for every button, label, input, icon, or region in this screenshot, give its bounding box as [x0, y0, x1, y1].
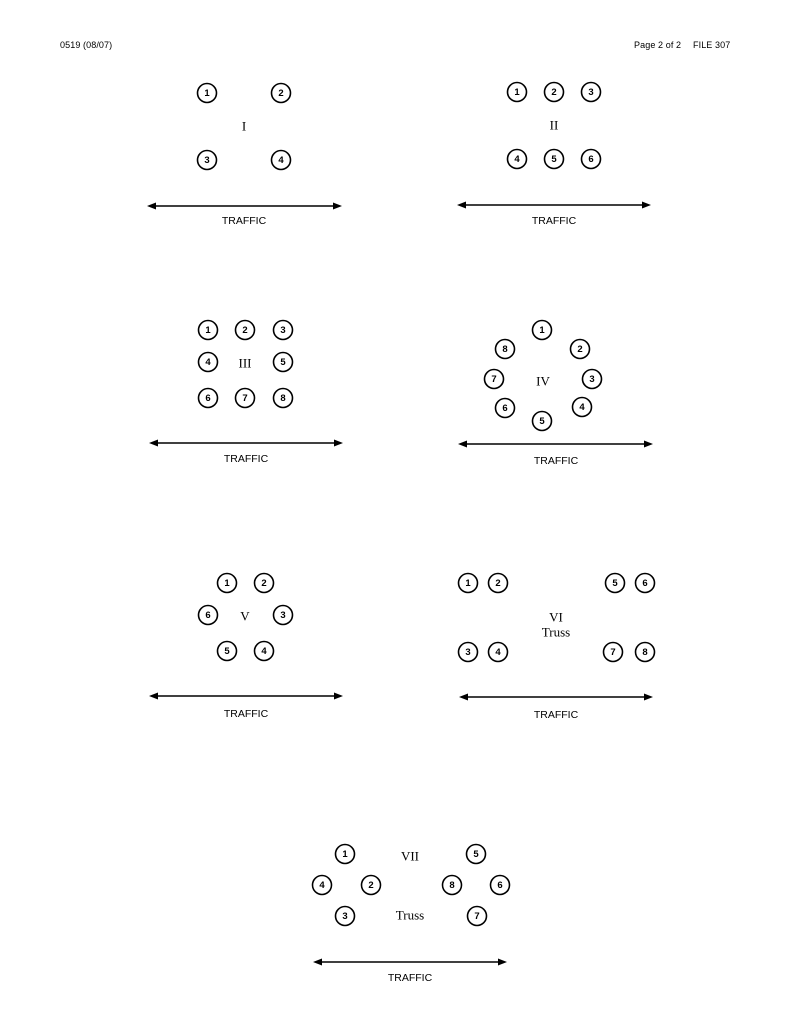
panel-i: [147, 84, 342, 228]
position-circle: [198, 84, 217, 103]
position-circle: [583, 370, 602, 389]
roman-numeral: III: [238, 355, 252, 371]
position-circle: [198, 151, 217, 170]
position-number: 3: [588, 87, 594, 98]
position-circle: [489, 643, 508, 662]
position-number: 1: [539, 325, 545, 336]
truss-label: Truss: [541, 624, 571, 640]
position-circle: [467, 845, 486, 864]
position-circle: [274, 321, 293, 340]
position-circle: [274, 606, 293, 625]
position-number: 2: [551, 87, 557, 98]
traffic-arrow: [149, 693, 343, 700]
position-circle: [508, 150, 527, 169]
position-circle: [496, 340, 515, 359]
file-number: FILE 307: [693, 40, 731, 50]
position-number: 2: [278, 88, 284, 99]
position-number: 6: [588, 154, 594, 165]
panel-v: [149, 574, 343, 721]
roman-numeral: I: [241, 118, 247, 134]
position-circle: [582, 150, 601, 169]
panel-vii: [313, 845, 510, 985]
position-number: 5: [612, 578, 618, 589]
position-circle: [582, 83, 601, 102]
position-circle: [636, 643, 655, 662]
position-circle: [199, 389, 218, 408]
position-number: 3: [342, 911, 348, 922]
position-circle: [336, 845, 355, 864]
position-number: 4: [261, 646, 267, 657]
position-number: 4: [495, 647, 501, 658]
position-number: 6: [497, 880, 503, 891]
traffic-label: TRAFFIC: [533, 709, 579, 721]
position-circle: [545, 150, 564, 169]
position-circle: [255, 574, 274, 593]
position-number: 7: [610, 647, 616, 658]
position-circle: [604, 643, 623, 662]
position-circle: [533, 412, 552, 431]
position-circle: [272, 84, 291, 103]
position-number: 2: [242, 325, 248, 336]
position-number: 6: [642, 578, 648, 589]
position-circle: [274, 389, 293, 408]
position-circle: [236, 389, 255, 408]
position-number: 5: [473, 849, 479, 860]
position-number: 3: [465, 647, 471, 658]
position-number: 4: [319, 880, 325, 891]
position-number: 6: [502, 403, 508, 414]
position-number: 4: [278, 155, 284, 166]
panel-vi: [459, 574, 655, 722]
position-number: 2: [495, 578, 501, 589]
panel-ii: [457, 83, 651, 228]
position-number: 1: [514, 87, 520, 98]
position-circle: [272, 151, 291, 170]
position-circle: [274, 353, 293, 372]
position-circle: [218, 574, 237, 593]
position-number: 3: [280, 610, 286, 621]
traffic-label: TRAFFIC: [221, 215, 267, 227]
traffic-arrow: [457, 202, 651, 209]
traffic-arrow: [458, 441, 653, 448]
position-number: 1: [224, 578, 230, 589]
traffic-arrow: [147, 203, 342, 210]
position-circle: [489, 574, 508, 593]
position-circle: [606, 574, 625, 593]
page-indicator: Page 2 of 2: [634, 40, 682, 50]
position-circle: [218, 642, 237, 661]
position-number: 4: [205, 357, 211, 368]
position-number: 2: [368, 880, 374, 891]
position-number: 1: [342, 849, 348, 860]
position-number: 7: [242, 393, 248, 404]
position-circle: [491, 876, 510, 895]
position-circle: [545, 83, 564, 102]
position-circle: [533, 321, 552, 340]
panel-iv: [458, 321, 653, 468]
position-number: 7: [474, 911, 480, 922]
position-number: 8: [449, 880, 455, 891]
position-number: 3: [280, 325, 286, 336]
traffic-label: TRAFFIC: [387, 972, 433, 984]
position-number: 7: [491, 374, 497, 385]
position-circle: [199, 606, 218, 625]
position-circle: [199, 353, 218, 372]
position-circle: [443, 876, 462, 895]
position-number: 1: [465, 578, 471, 589]
position-circle: [459, 574, 478, 593]
position-circle: [336, 907, 355, 926]
position-circle: [313, 876, 332, 895]
position-circle: [236, 321, 255, 340]
position-number: 5: [224, 646, 230, 657]
position-number: 2: [261, 578, 267, 589]
position-circle: [485, 370, 504, 389]
position-circle: [362, 876, 381, 895]
form-number: 0519 (08/07): [60, 40, 113, 50]
position-number: 4: [579, 402, 585, 413]
position-number: 1: [204, 88, 210, 99]
position-number: 3: [589, 374, 595, 385]
traffic-label: TRAFFIC: [223, 453, 269, 465]
traffic-label: TRAFFIC: [223, 708, 269, 720]
roman-numeral: VII: [400, 848, 420, 864]
traffic-arrow: [313, 959, 507, 966]
position-circle: [496, 399, 515, 418]
position-number: 1: [205, 325, 211, 336]
position-number: 5: [551, 154, 557, 165]
position-circle: [636, 574, 655, 593]
position-number: 6: [205, 610, 211, 621]
position-number: 8: [280, 393, 286, 404]
position-number: 8: [642, 647, 648, 658]
position-circle: [459, 643, 478, 662]
position-number: 4: [514, 154, 520, 165]
traffic-label: TRAFFIC: [531, 215, 577, 227]
panel-iii: [149, 321, 343, 466]
position-circle: [255, 642, 274, 661]
traffic-arrow: [459, 694, 653, 701]
traffic-label: TRAFFIC: [533, 455, 579, 467]
position-number: 6: [205, 393, 211, 404]
roman-numeral: VI: [549, 609, 563, 625]
position-circle: [468, 907, 487, 926]
position-number: 3: [204, 155, 210, 166]
roman-numeral: II: [549, 117, 559, 133]
position-number: 8: [502, 344, 508, 355]
traffic-arrow: [149, 440, 343, 447]
position-number: 2: [577, 344, 583, 355]
position-circle: [573, 398, 592, 417]
truss-label: Truss: [395, 907, 425, 923]
roman-numeral: IV: [536, 373, 550, 389]
roman-numeral: V: [240, 608, 250, 624]
position-circle: [508, 83, 527, 102]
position-circle: [199, 321, 218, 340]
position-number: 5: [539, 416, 545, 427]
position-circle: [571, 340, 590, 359]
position-number: 5: [280, 357, 286, 368]
